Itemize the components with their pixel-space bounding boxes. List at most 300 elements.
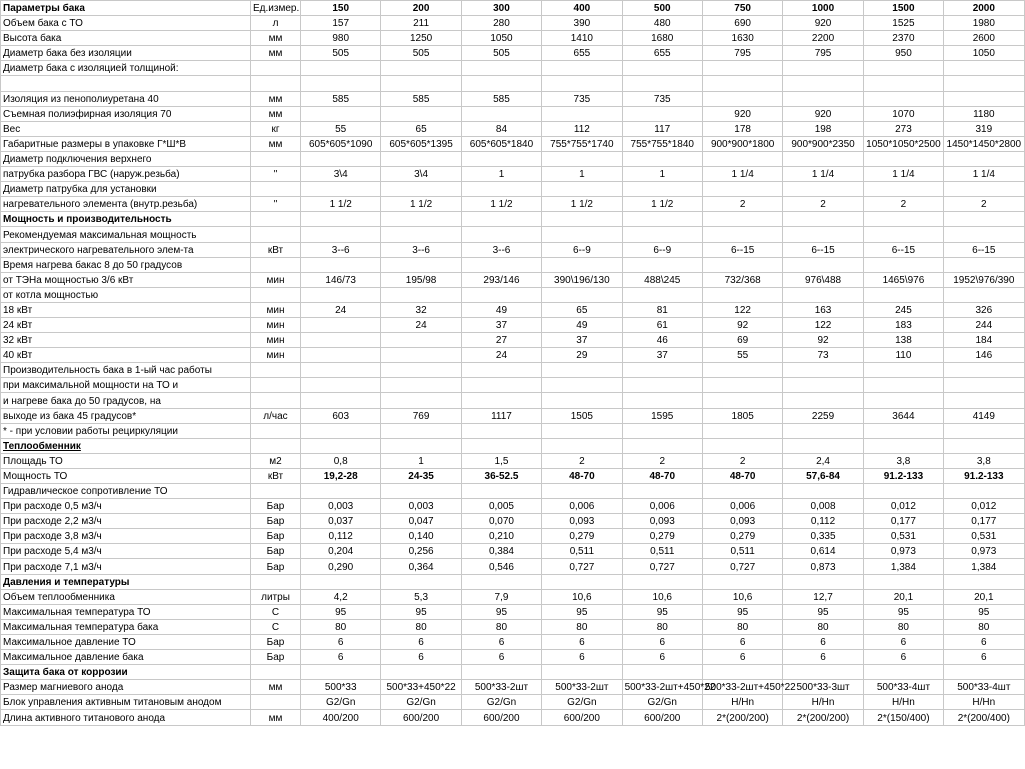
- value-cell[interactable]: 211: [381, 16, 461, 31]
- value-cell[interactable]: [381, 257, 461, 272]
- value-cell[interactable]: 80: [381, 619, 461, 634]
- row-label[interactable]: Вес: [1, 121, 251, 136]
- value-cell[interactable]: [381, 484, 461, 499]
- value-cell[interactable]: 84: [461, 121, 541, 136]
- value-cell[interactable]: 80: [301, 619, 381, 634]
- row-label[interactable]: Диаметр подключения верхнего: [1, 151, 251, 166]
- value-cell[interactable]: 319: [944, 121, 1024, 136]
- value-cell[interactable]: G2/Gn: [461, 695, 541, 710]
- value-cell[interactable]: 6--9: [542, 242, 622, 257]
- value-cell[interactable]: 0,384: [461, 544, 541, 559]
- value-cell[interactable]: [944, 257, 1024, 272]
- value-cell[interactable]: [461, 61, 541, 76]
- value-cell[interactable]: 2*(200/200): [783, 710, 863, 725]
- value-cell[interactable]: 1 1/2: [622, 197, 702, 212]
- value-cell[interactable]: [542, 227, 622, 242]
- value-cell[interactable]: 6: [461, 650, 541, 665]
- value-cell[interactable]: 0,546: [461, 559, 541, 574]
- value-cell[interactable]: [381, 574, 461, 589]
- row-unit[interactable]: мм: [251, 106, 301, 121]
- value-cell[interactable]: 1410: [542, 31, 622, 46]
- value-cell[interactable]: [783, 212, 863, 227]
- value-cell[interactable]: [702, 423, 782, 438]
- row-unit[interactable]: [251, 363, 301, 378]
- value-cell[interactable]: 2: [702, 197, 782, 212]
- value-cell[interactable]: 10,6: [702, 589, 782, 604]
- value-cell[interactable]: 3,8: [944, 453, 1024, 468]
- row-label[interactable]: 32 кВт: [1, 333, 251, 348]
- value-cell[interactable]: [702, 438, 782, 453]
- value-cell[interactable]: 0,012: [863, 499, 943, 514]
- row-label[interactable]: выходе из бака 45 градусов*: [1, 408, 251, 423]
- row-label[interactable]: При расходе 3,8 м3/ч: [1, 529, 251, 544]
- value-cell[interactable]: 6--15: [944, 242, 1024, 257]
- value-cell[interactable]: 605*605*1090: [301, 136, 381, 151]
- value-cell[interactable]: [461, 257, 541, 272]
- value-cell[interactable]: 1117: [461, 408, 541, 423]
- value-cell[interactable]: [783, 393, 863, 408]
- value-cell[interactable]: 95: [542, 604, 622, 619]
- value-cell[interactable]: 6: [381, 650, 461, 665]
- row-label[interactable]: Диаметр патрубка для установки: [1, 182, 251, 197]
- value-cell[interactable]: 6: [944, 634, 1024, 649]
- value-cell[interactable]: 655: [622, 46, 702, 61]
- value-cell[interactable]: 0,8: [301, 453, 381, 468]
- row-unit[interactable]: Бар: [251, 634, 301, 649]
- value-cell[interactable]: 6: [783, 634, 863, 649]
- value-cell[interactable]: 24-35: [381, 468, 461, 483]
- value-cell[interactable]: 6: [461, 634, 541, 649]
- value-cell[interactable]: [863, 423, 943, 438]
- row-unit[interactable]: кг: [251, 121, 301, 136]
- row-unit[interactable]: [251, 182, 301, 197]
- value-cell[interactable]: [381, 287, 461, 302]
- value-cell[interactable]: 6: [863, 634, 943, 649]
- value-cell[interactable]: 0,511: [542, 544, 622, 559]
- row-unit[interactable]: мин: [251, 302, 301, 317]
- value-cell[interactable]: 1980: [944, 16, 1024, 31]
- value-cell[interactable]: [542, 378, 622, 393]
- value-cell[interactable]: [863, 665, 943, 680]
- value-cell[interactable]: 6--15: [702, 242, 782, 257]
- value-cell[interactable]: [944, 227, 1024, 242]
- value-cell[interactable]: [702, 257, 782, 272]
- value-cell[interactable]: 1: [622, 167, 702, 182]
- value-cell[interactable]: 0,112: [783, 514, 863, 529]
- value-cell[interactable]: [622, 182, 702, 197]
- value-cell[interactable]: 6: [702, 634, 782, 649]
- value-cell[interactable]: [622, 423, 702, 438]
- value-cell[interactable]: [783, 61, 863, 76]
- value-cell[interactable]: 37: [542, 333, 622, 348]
- value-cell[interactable]: 2: [542, 453, 622, 468]
- value-cell[interactable]: [301, 393, 381, 408]
- value-cell[interactable]: [702, 91, 782, 106]
- row-label[interactable]: Гидравлическое сопротивление ТО: [1, 484, 251, 499]
- value-cell[interactable]: 500*33+450*22: [381, 680, 461, 695]
- value-cell[interactable]: [783, 423, 863, 438]
- value-cell[interactable]: 488\245: [622, 272, 702, 287]
- value-cell[interactable]: [863, 182, 943, 197]
- row-unit[interactable]: литры: [251, 589, 301, 604]
- value-cell[interactable]: 1050: [944, 46, 1024, 61]
- row-unit[interactable]: [251, 423, 301, 438]
- row-unit[interactable]: мм: [251, 91, 301, 106]
- value-cell[interactable]: 95: [301, 604, 381, 619]
- value-cell[interactable]: 390\196/130: [542, 272, 622, 287]
- value-cell[interactable]: [542, 665, 622, 680]
- value-cell[interactable]: 95: [783, 604, 863, 619]
- value-cell[interactable]: [702, 227, 782, 242]
- value-cell[interactable]: 0,973: [863, 544, 943, 559]
- value-cell[interactable]: 0,006: [622, 499, 702, 514]
- value-cell[interactable]: 0,279: [542, 529, 622, 544]
- value-cell[interactable]: [461, 363, 541, 378]
- value-cell[interactable]: 2259: [783, 408, 863, 423]
- value-cell[interactable]: [863, 257, 943, 272]
- value-cell[interactable]: [542, 287, 622, 302]
- value-cell[interactable]: 73: [783, 348, 863, 363]
- value-cell[interactable]: 1450*1450*2800: [944, 136, 1024, 151]
- value-cell[interactable]: [622, 574, 702, 589]
- value-cell[interactable]: 80: [542, 619, 622, 634]
- value-cell[interactable]: 20,1: [944, 589, 1024, 604]
- value-cell[interactable]: 600/200: [542, 710, 622, 725]
- value-cell[interactable]: 12,7: [783, 589, 863, 604]
- row-unit[interactable]: Бар: [251, 544, 301, 559]
- unit-column-header[interactable]: Ед.измер.: [251, 1, 301, 16]
- value-cell[interactable]: 2,4: [783, 453, 863, 468]
- value-cell[interactable]: [863, 212, 943, 227]
- value-cell[interactable]: 19,2-28: [301, 468, 381, 483]
- value-cell[interactable]: [301, 317, 381, 332]
- value-cell[interactable]: [461, 393, 541, 408]
- value-cell[interactable]: [381, 438, 461, 453]
- row-label[interactable]: При расходе 0,5 м3/ч: [1, 499, 251, 514]
- value-cell[interactable]: 6: [542, 650, 622, 665]
- value-cell[interactable]: [542, 182, 622, 197]
- row-unit[interactable]: мин: [251, 348, 301, 363]
- row-label[interactable]: Объем теплообменника: [1, 589, 251, 604]
- row-label[interactable]: Максимальное давление ТО: [1, 634, 251, 649]
- value-cell[interactable]: [461, 227, 541, 242]
- value-cell[interactable]: 117: [622, 121, 702, 136]
- value-cell[interactable]: 1465\976: [863, 272, 943, 287]
- model-header[interactable]: 400: [542, 1, 622, 16]
- value-cell[interactable]: 245: [863, 302, 943, 317]
- value-cell[interactable]: [461, 151, 541, 166]
- value-cell[interactable]: 500*33-2шт+450*22: [702, 680, 782, 695]
- value-cell[interactable]: 0,204: [301, 544, 381, 559]
- value-cell[interactable]: 4149: [944, 408, 1024, 423]
- row-label[interactable]: Длина активного титанового анода: [1, 710, 251, 725]
- value-cell[interactable]: 7,9: [461, 589, 541, 604]
- value-cell[interactable]: 1: [461, 167, 541, 182]
- value-cell[interactable]: [542, 76, 622, 91]
- value-cell[interactable]: [702, 182, 782, 197]
- row-label[interactable]: При расходе 2,2 м3/ч: [1, 514, 251, 529]
- row-label[interactable]: и нагреве бака до 50 градусов, на: [1, 393, 251, 408]
- row-unit[interactable]: л/час: [251, 408, 301, 423]
- value-cell[interactable]: 795: [783, 46, 863, 61]
- value-cell[interactable]: 1595: [622, 408, 702, 423]
- row-label[interactable]: нагревательного элемента (внутр.резьба): [1, 197, 251, 212]
- value-cell[interactable]: [301, 106, 381, 121]
- row-unit[interactable]: кВт: [251, 242, 301, 257]
- row-unit[interactable]: [251, 61, 301, 76]
- value-cell[interactable]: [622, 665, 702, 680]
- value-cell[interactable]: 0,070: [461, 514, 541, 529]
- value-cell[interactable]: 400/200: [301, 710, 381, 725]
- value-cell[interactable]: 735: [542, 91, 622, 106]
- value-cell[interactable]: 2: [622, 453, 702, 468]
- value-cell[interactable]: [783, 363, 863, 378]
- value-cell[interactable]: 110: [863, 348, 943, 363]
- value-cell[interactable]: 0,210: [461, 529, 541, 544]
- value-cell[interactable]: 1: [381, 453, 461, 468]
- value-cell[interactable]: 0,005: [461, 499, 541, 514]
- value-cell[interactable]: [702, 574, 782, 589]
- value-cell[interactable]: [863, 76, 943, 91]
- value-cell[interactable]: [944, 91, 1024, 106]
- value-cell[interactable]: 0,006: [542, 499, 622, 514]
- row-unit[interactable]: [251, 76, 301, 91]
- value-cell[interactable]: 0,727: [702, 559, 782, 574]
- value-cell[interactable]: [381, 182, 461, 197]
- value-cell[interactable]: 0,279: [702, 529, 782, 544]
- value-cell[interactable]: [461, 378, 541, 393]
- row-unit[interactable]: мм: [251, 680, 301, 695]
- value-cell[interactable]: [702, 287, 782, 302]
- value-cell[interactable]: [461, 212, 541, 227]
- value-cell[interactable]: 32: [381, 302, 461, 317]
- value-cell[interactable]: [622, 363, 702, 378]
- value-cell[interactable]: [381, 348, 461, 363]
- value-cell[interactable]: 91.2-133: [944, 468, 1024, 483]
- section-heading[interactable]: Теплообменник: [1, 438, 251, 453]
- value-cell[interactable]: 600/200: [461, 710, 541, 725]
- value-cell[interactable]: [783, 257, 863, 272]
- value-cell[interactable]: [381, 423, 461, 438]
- value-cell[interactable]: 293/146: [461, 272, 541, 287]
- value-cell[interactable]: G2/Gn: [301, 695, 381, 710]
- row-unit[interactable]: [251, 438, 301, 453]
- value-cell[interactable]: 6: [944, 650, 1024, 665]
- row-label[interactable]: Габаритные размеры в упаковке Г*Ш*В: [1, 136, 251, 151]
- value-cell[interactable]: [301, 378, 381, 393]
- model-header[interactable]: 500: [622, 1, 702, 16]
- value-cell[interactable]: 1 1/4: [702, 167, 782, 182]
- value-cell[interactable]: 0,112: [301, 529, 381, 544]
- row-label[interactable]: Максимальная температура бака: [1, 619, 251, 634]
- value-cell[interactable]: 80: [783, 619, 863, 634]
- value-cell[interactable]: 138: [863, 333, 943, 348]
- value-cell[interactable]: 6: [622, 634, 702, 649]
- value-cell[interactable]: 0,177: [944, 514, 1024, 529]
- value-cell[interactable]: [542, 438, 622, 453]
- value-cell[interactable]: [301, 287, 381, 302]
- row-label[interactable]: Объем бака с ТО: [1, 16, 251, 31]
- value-cell[interactable]: 500*33-4шт: [944, 680, 1024, 695]
- value-cell[interactable]: 500*33-4шт: [863, 680, 943, 695]
- row-unit[interactable]: мм: [251, 136, 301, 151]
- value-cell[interactable]: 6--15: [783, 242, 863, 257]
- row-unit[interactable]: [251, 227, 301, 242]
- value-cell[interactable]: 24: [461, 348, 541, 363]
- value-cell[interactable]: 273: [863, 121, 943, 136]
- value-cell[interactable]: 10,6: [542, 589, 622, 604]
- value-cell[interactable]: 0,727: [622, 559, 702, 574]
- value-cell[interactable]: 122: [783, 317, 863, 332]
- value-cell[interactable]: 920: [702, 106, 782, 121]
- value-cell[interactable]: 80: [622, 619, 702, 634]
- value-cell[interactable]: 605*605*1395: [381, 136, 461, 151]
- value-cell[interactable]: [783, 665, 863, 680]
- value-cell[interactable]: 1952\976/390: [944, 272, 1024, 287]
- value-cell[interactable]: 0,140: [381, 529, 461, 544]
- row-unit[interactable]: С: [251, 604, 301, 619]
- value-cell[interactable]: 1 1/2: [381, 197, 461, 212]
- value-cell[interactable]: 1 1/4: [944, 167, 1024, 182]
- row-label[interactable]: Рекомендуемая максимальная мощность: [1, 227, 251, 242]
- value-cell[interactable]: [381, 76, 461, 91]
- value-cell[interactable]: 1 1/2: [301, 197, 381, 212]
- value-cell[interactable]: 55: [301, 121, 381, 136]
- value-cell[interactable]: 49: [461, 302, 541, 317]
- row-unit[interactable]: мин: [251, 272, 301, 287]
- value-cell[interactable]: [702, 151, 782, 166]
- row-unit[interactable]: [251, 695, 301, 710]
- value-cell[interactable]: [944, 423, 1024, 438]
- value-cell[interactable]: 980: [301, 31, 381, 46]
- value-cell[interactable]: 80: [702, 619, 782, 634]
- value-cell[interactable]: [542, 363, 622, 378]
- value-cell[interactable]: 6: [783, 650, 863, 665]
- value-cell[interactable]: 1 1/2: [461, 197, 541, 212]
- value-cell[interactable]: 326: [944, 302, 1024, 317]
- value-cell[interactable]: 0,531: [863, 529, 943, 544]
- value-cell[interactable]: [301, 348, 381, 363]
- value-cell[interactable]: [702, 61, 782, 76]
- value-cell[interactable]: 146/73: [301, 272, 381, 287]
- model-header[interactable]: 1500: [863, 1, 943, 16]
- value-cell[interactable]: [944, 212, 1024, 227]
- value-cell[interactable]: 1250: [381, 31, 461, 46]
- value-cell[interactable]: [301, 363, 381, 378]
- value-cell[interactable]: 95: [622, 604, 702, 619]
- row-label[interactable]: при максимальной мощности на ТО и: [1, 378, 251, 393]
- row-label[interactable]: Диаметр бака без изоляции: [1, 46, 251, 61]
- value-cell[interactable]: 6: [542, 634, 622, 649]
- value-cell[interactable]: [542, 212, 622, 227]
- value-cell[interactable]: [944, 574, 1024, 589]
- value-cell[interactable]: [702, 76, 782, 91]
- row-unit[interactable]: кВт: [251, 468, 301, 483]
- value-cell[interactable]: [542, 61, 622, 76]
- value-cell[interactable]: 6: [622, 650, 702, 665]
- value-cell[interactable]: [301, 665, 381, 680]
- value-cell[interactable]: 795: [702, 46, 782, 61]
- value-cell[interactable]: 6: [301, 650, 381, 665]
- value-cell[interactable]: H/Hn: [944, 695, 1024, 710]
- value-cell[interactable]: 0,531: [944, 529, 1024, 544]
- value-cell[interactable]: [381, 378, 461, 393]
- value-cell[interactable]: 48-70: [702, 468, 782, 483]
- value-cell[interactable]: 6--9: [622, 242, 702, 257]
- row-label[interactable]: Высота бака: [1, 31, 251, 46]
- value-cell[interactable]: [381, 61, 461, 76]
- value-cell[interactable]: 1070: [863, 106, 943, 121]
- value-cell[interactable]: [542, 423, 622, 438]
- value-cell[interactable]: H/Hn: [863, 695, 943, 710]
- row-label[interactable]: от котла мощностью: [1, 287, 251, 302]
- value-cell[interactable]: [381, 393, 461, 408]
- row-label[interactable]: * - при условии работы рециркуляции: [1, 423, 251, 438]
- value-cell[interactable]: [381, 665, 461, 680]
- row-label[interactable]: электрического нагревательного элем-та: [1, 242, 251, 257]
- value-cell[interactable]: [863, 61, 943, 76]
- value-cell[interactable]: 157: [301, 16, 381, 31]
- value-cell[interactable]: [301, 227, 381, 242]
- row-label[interactable]: 24 кВт: [1, 317, 251, 332]
- value-cell[interactable]: [461, 438, 541, 453]
- row-label[interactable]: При расходе 7,1 м3/ч: [1, 559, 251, 574]
- value-cell[interactable]: 122: [702, 302, 782, 317]
- value-cell[interactable]: 1180: [944, 106, 1024, 121]
- value-cell[interactable]: [622, 484, 702, 499]
- row-unit[interactable]: [251, 151, 301, 166]
- value-cell[interactable]: [783, 91, 863, 106]
- value-cell[interactable]: 80: [863, 619, 943, 634]
- value-cell[interactable]: 65: [542, 302, 622, 317]
- value-cell[interactable]: [622, 151, 702, 166]
- value-cell[interactable]: [944, 182, 1024, 197]
- value-cell[interactable]: [783, 227, 863, 242]
- value-cell[interactable]: 3,8: [863, 453, 943, 468]
- value-cell[interactable]: [944, 484, 1024, 499]
- value-cell[interactable]: [702, 393, 782, 408]
- value-cell[interactable]: 6--15: [863, 242, 943, 257]
- value-cell[interactable]: 0,008: [783, 499, 863, 514]
- value-cell[interactable]: 1505: [542, 408, 622, 423]
- value-cell[interactable]: 3--6: [381, 242, 461, 257]
- value-cell[interactable]: [944, 61, 1024, 76]
- value-cell[interactable]: [622, 212, 702, 227]
- value-cell[interactable]: [622, 378, 702, 393]
- value-cell[interactable]: 183: [863, 317, 943, 332]
- value-cell[interactable]: 505: [461, 46, 541, 61]
- value-cell[interactable]: [622, 106, 702, 121]
- value-cell[interactable]: 24: [301, 302, 381, 317]
- value-cell[interactable]: 2*(200/400): [944, 710, 1024, 725]
- value-cell[interactable]: [702, 363, 782, 378]
- value-cell[interactable]: 3\4: [301, 167, 381, 182]
- row-label[interactable]: [1, 76, 251, 91]
- value-cell[interactable]: 0,003: [301, 499, 381, 514]
- row-label[interactable]: Изоляция из пенополиуретана 40: [1, 91, 251, 106]
- row-unit[interactable]: Бар: [251, 499, 301, 514]
- value-cell[interactable]: 0,614: [783, 544, 863, 559]
- row-label[interactable]: Максимальное давление бака: [1, 650, 251, 665]
- value-cell[interactable]: 1 1/4: [863, 167, 943, 182]
- value-cell[interactable]: 500*33-2шт: [461, 680, 541, 695]
- section-heading[interactable]: Давления и температуры: [1, 574, 251, 589]
- value-cell[interactable]: [863, 378, 943, 393]
- value-cell[interactable]: 605*605*1840: [461, 136, 541, 151]
- value-cell[interactable]: 184: [944, 333, 1024, 348]
- row-unit[interactable]: [251, 287, 301, 302]
- value-cell[interactable]: 20,1: [863, 589, 943, 604]
